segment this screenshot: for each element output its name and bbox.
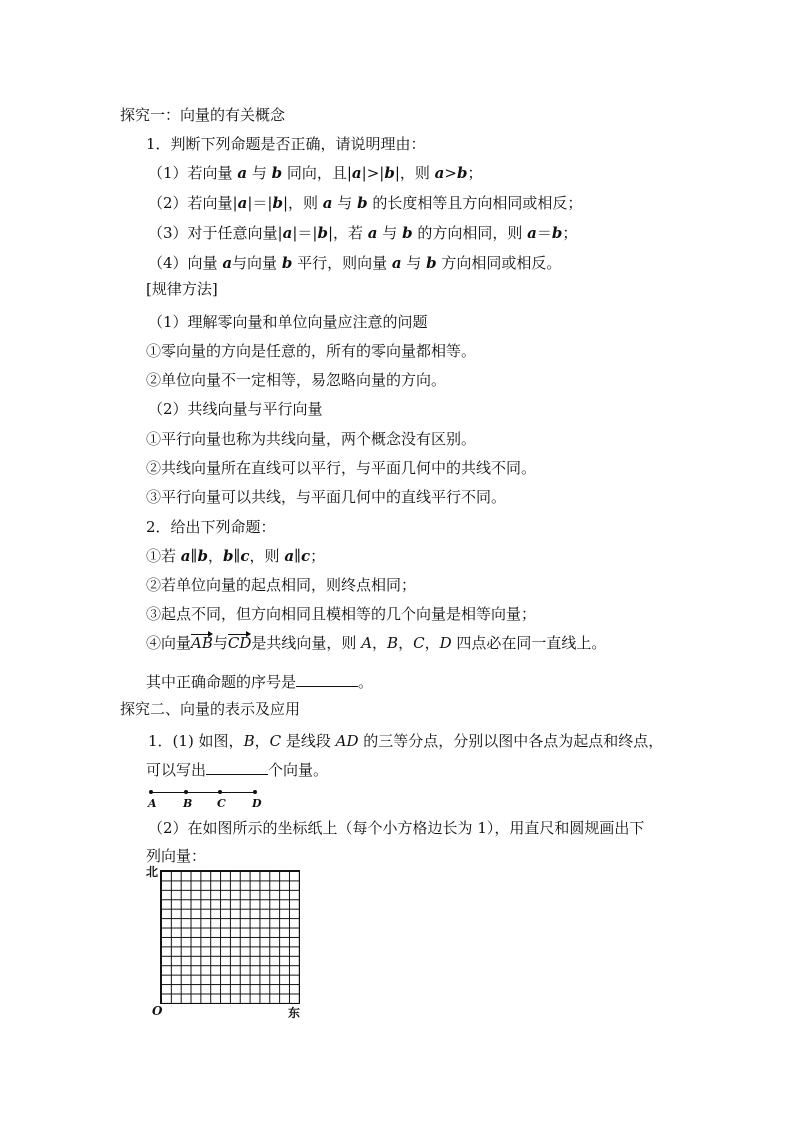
q2-answer-line: 其中正确命题的序号是 。 [146,673,374,691]
method-heading-1: （1）理解零向量和单位向量应注意的问题 [148,313,428,331]
answer-blank-1[interactable] [296,672,358,687]
method-line-1: ①零向量的方向是任意的，所有的零向量都相等。 [146,342,477,360]
q3-line-2: 可以写出 个向量。 [146,761,329,779]
q2-statement-2: ②若单位向量的起点相同，则终点相同； [146,576,417,594]
q1-proposition-3: （3）对于任意向量|a|＝|b|，若 a 与 b 的方向相同，则 a＝b； [148,224,578,242]
point-label-d: D [252,797,262,810]
q2-intro: 2．给出下列命题： [146,518,276,536]
q1-intro: 1．判断下列命题是否正确，请说明理由： [146,135,426,153]
q4-line-2: 列向量： [146,847,207,865]
method-line-2: ②单位向量不一定相等，易忽略向量的方向。 [146,371,447,389]
section-title-2: 探究二、向量的表示及应用 [120,700,301,718]
q2-statement-4: ④向量AB与CD是共线向量，则 A，B，C，D 四点必在同一直线上。 [146,634,607,652]
q2-statement-3: ③起点不同，但方向相同且模相等的几个向量是相等向量； [146,605,537,623]
method-line-4: ②共线向量所在直线可以平行，与平面几何中的共线不同。 [146,459,537,477]
section-title-1: 探究一：向量的有关概念 [120,106,286,124]
east-label: 东 [288,1006,301,1020]
method-heading-2: （2）共线向量与平行向量 [148,400,323,418]
q1-proposition-1: （1）若向量 a 与 b 同向，且|a|>|b|，则 a>b； [148,164,483,182]
q4-line-1: （2）在如图所示的坐标纸上（每个小方格边长为 1），用直尺和圆规画出下 [148,819,645,837]
q1-proposition-2: （2）若向量|a|＝|b|，则 a 与 b 的长度相等且方向相同或相反； [148,194,583,212]
north-label: 北 [146,865,159,879]
point-label-a: A [148,797,157,810]
point-label-b: B [183,797,193,810]
q3-line-1: 1．(1) 如图，B，C 是线段 AD 的三等分点，分别以图中各点为起点和终点， [148,732,664,750]
method-title: [规律方法] [146,280,218,298]
q1-proposition-4: （4）向量 a与向量 b 平行，则向量 a 与 b 方向相同或相反。 [148,254,562,272]
segment-figure [148,789,268,811]
coordinate-grid[interactable] [160,870,300,1004]
vector-cd: CD [227,634,252,652]
answer-blank-2[interactable] [206,760,268,775]
vector-ab: AB [191,634,213,652]
q2-statement-1: ①若 a∥b，b∥c，则 a∥c； [146,547,326,565]
method-line-5: ③平行向量可以共线，与平面几何中的直线平行不同。 [146,488,507,506]
point-label-c: C [217,797,226,810]
origin-label: O [152,1004,163,1018]
method-line-3: ①平行向量也称为共线向量，两个概念没有区别。 [146,430,477,448]
